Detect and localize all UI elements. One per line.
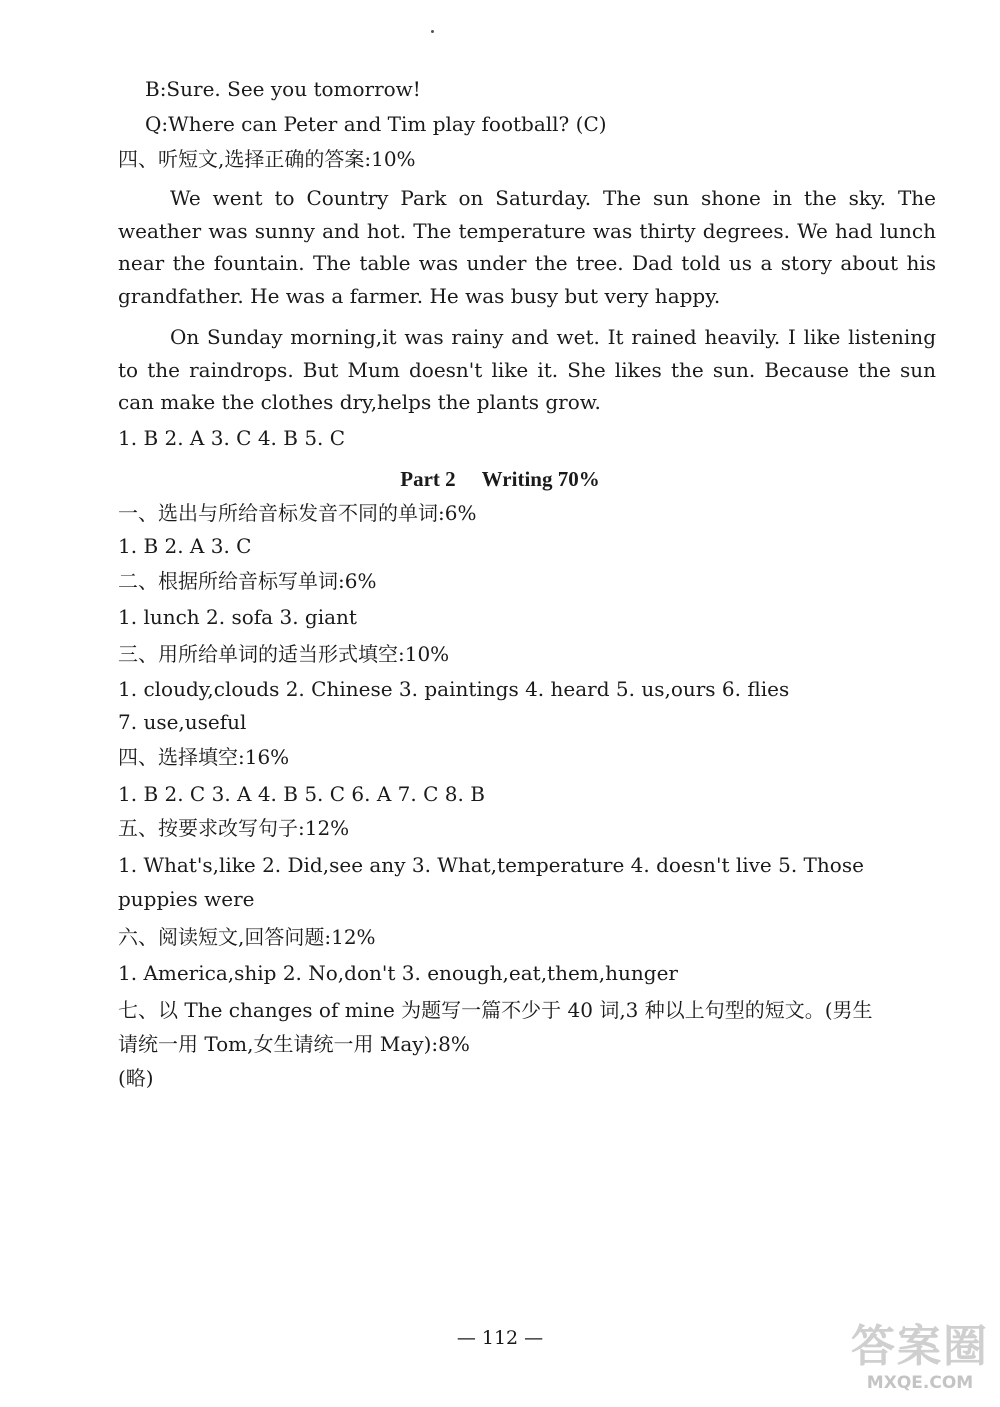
watermark-logo: [845, 1322, 995, 1400]
listening-4-answers: 1. B 2. A 3. C 4. B 5. C: [118, 426, 346, 450]
section-7-instructions-cont: 请统一用 Tom,女生请统一用 May):8%: [118, 1032, 470, 1056]
watermark-domain: MXQE.COM: [866, 1373, 974, 1393]
section-3-answers: 1. cloudy,clouds 2. Chinese 3. paintings 4. heard 5. us,ours 6. flies: [118, 677, 790, 701]
scan-dot: [431, 30, 434, 33]
section-heading-4: 四、选择填空:16%: [118, 745, 290, 769]
part-title: [0, 466, 1000, 492]
section-heading-1: 一、选出与所给音标发音不同的单词:6%: [118, 501, 477, 525]
section-heading-7: 七、以 The changes of mine 为题写一篇不少于 40 词,3 种以上句型的短文。(男生: [118, 998, 873, 1022]
section-heading-6: 六、阅读短文,回答问题:12%: [118, 925, 376, 949]
section-heading-listening-4: 四、听短文,选择正确的答案:10%: [118, 147, 416, 171]
section-5-answers: 1. What's,like 2. Did,see any 3. What,temperature 4. doesn't live 5. Those: [118, 853, 864, 877]
passage-paragraph-2: On Sunday morning,it was rainy and wet. It rained heavily. I like listening to the raindrops. But Mum doesn't like it. She likes the sun. Because the sun can make the clothes dry,helps the plants grow.: [118, 325, 936, 414]
section-heading-3: 三、用所给单词的适当形式填空:10%: [118, 642, 450, 666]
part-label: Part 2: [400, 467, 456, 491]
section-3-answers-cont: 7. use,useful: [118, 710, 247, 734]
page-number: — 112 —: [456, 1327, 544, 1349]
part-writing-label: Writing 70%: [481, 467, 600, 491]
listening-question: Q:Where can Peter and Tim play football? (C): [145, 112, 607, 136]
section-1-answers: 1. B 2. A 3. C: [118, 534, 252, 558]
section-5-answers-cont: puppies were: [118, 887, 255, 911]
section-2-answers: 1. lunch 2. sofa 3. giant: [118, 605, 357, 629]
section-heading-2: 二、根据所给音标写单词:6%: [118, 569, 377, 593]
section-7-answer: (略): [118, 1066, 154, 1090]
section-4-answers: 1. B 2. C 3. A 4. B 5. C 6. A 7. C 8. B: [118, 782, 485, 806]
dialogue-line-b: B:Sure. See you tomorrow!: [145, 77, 421, 101]
section-6-answers: 1. America,ship 2. No,don't 3. enough,eat,them,hunger: [118, 961, 678, 985]
section-heading-5: 五、按要求改写句子:12%: [118, 816, 350, 840]
passage-paragraph-1: We went to Country Park on Saturday. The sun shone in the sky. The weather was sunny and hot. The temperature was thirty degrees. We had lunch near the fountain. The table was under the tree. Dad told us a story about his grandfather. He was a farmer. He was busy but very happy.: [118, 186, 936, 308]
watermark-text: 答案圈: [851, 1321, 989, 1372]
